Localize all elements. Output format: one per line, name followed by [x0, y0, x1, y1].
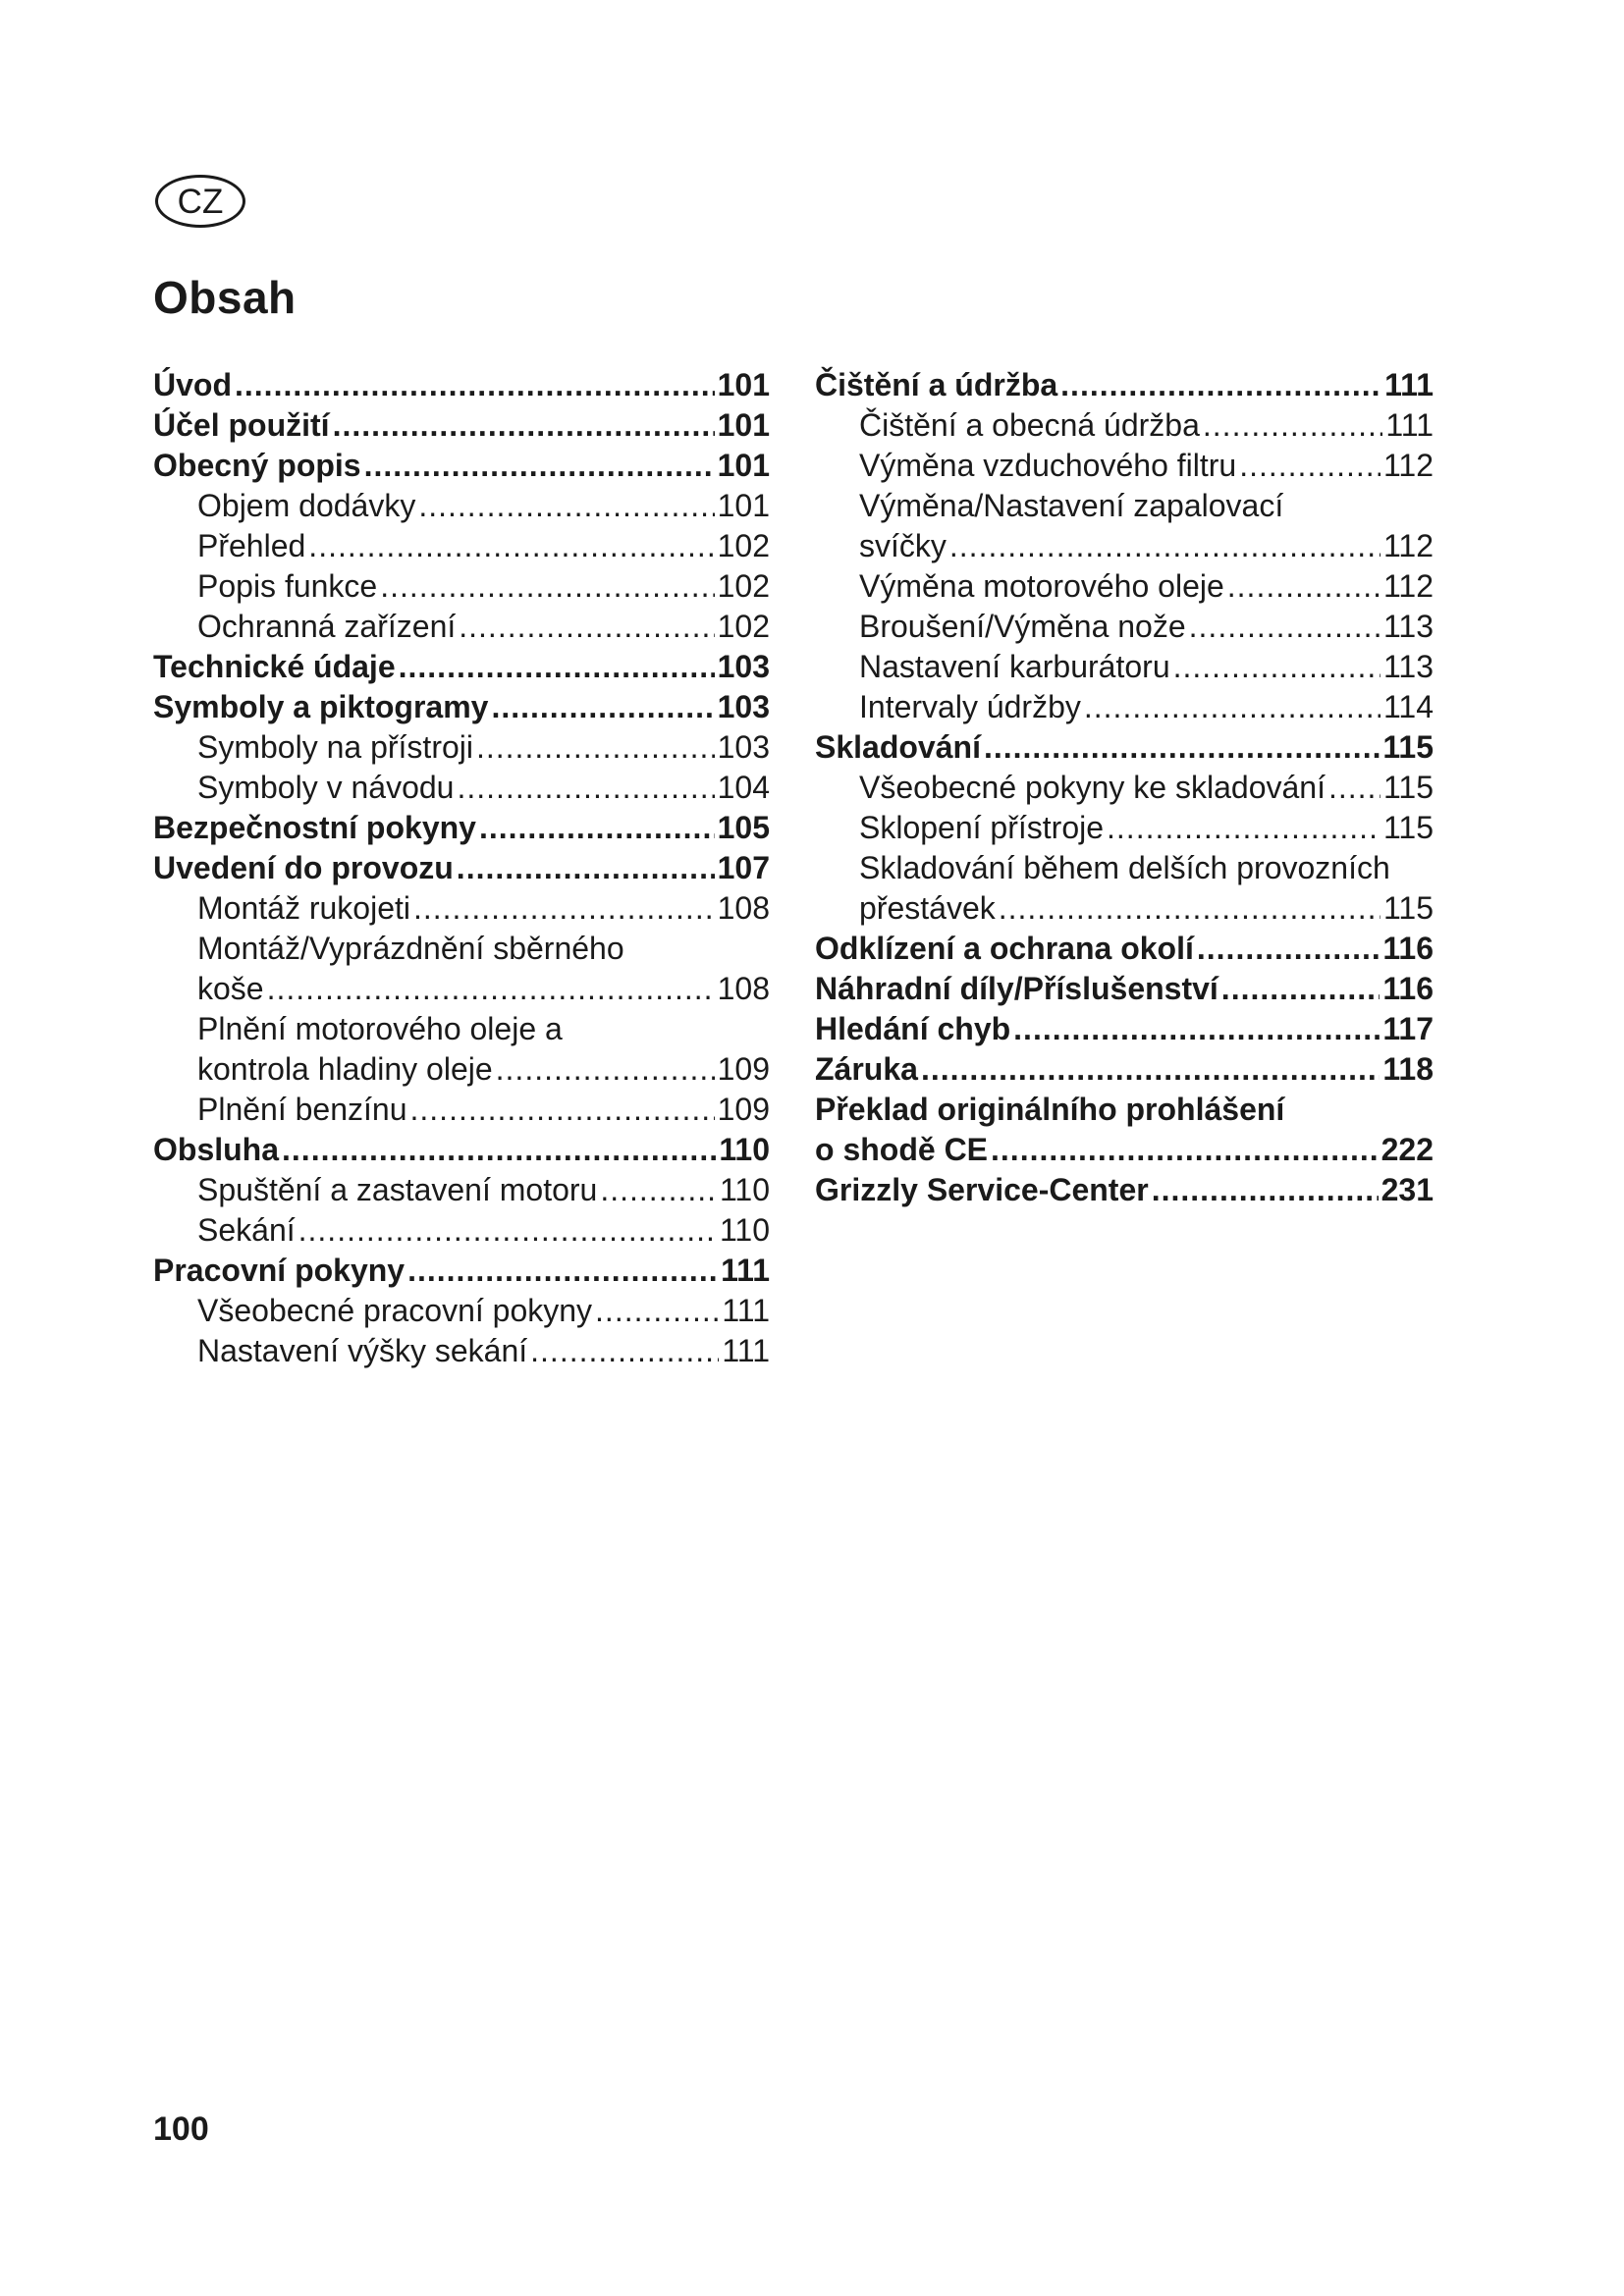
toc-subsection-entry [815, 566, 1434, 607]
toc-dot-leader [595, 1291, 719, 1331]
toc-entry-line [859, 526, 1434, 566]
toc-entry-line [197, 888, 770, 929]
toc-section-entry [153, 405, 770, 446]
toc-entry-label: Hledání chyb [815, 1011, 1011, 1046]
toc-entry-line [153, 647, 770, 687]
toc-section-entry [153, 446, 770, 486]
toc-page-number: 102 [717, 609, 770, 644]
toc-page-number: 116 [1382, 971, 1434, 1006]
toc-entry-label: Náhradní díly/Příslušenství [815, 971, 1218, 1006]
toc-entry-label: Všeobecné pracovní pokyny [197, 1293, 593, 1328]
toc-dot-leader [991, 1130, 1379, 1170]
toc-entry-line [197, 969, 770, 1009]
toc-entry-label: Sklopení přístroje [859, 810, 1105, 845]
toc-section-entry [815, 365, 1434, 405]
toc-entry-line [859, 687, 1434, 727]
toc-page-number: 115 [1382, 810, 1434, 845]
toc-dot-leader [380, 566, 714, 607]
toc-page-number: 101 [717, 407, 770, 443]
language-badge-label: CZ [177, 182, 224, 221]
toc-entry-label: Grizzly Service-Center [815, 1172, 1149, 1207]
toc-dot-leader [410, 1090, 715, 1130]
toc-page-number: 103 [717, 729, 770, 765]
toc-entry-label: Pracovní pokyny [153, 1253, 406, 1288]
toc-dot-leader [921, 1049, 1380, 1090]
toc-dot-leader [407, 1251, 718, 1291]
toc-page-number: 108 [717, 890, 770, 926]
toc-column-left [153, 365, 770, 1371]
toc-dot-leader [1328, 768, 1380, 808]
toc-subsection-entry [153, 1090, 770, 1130]
toc-entry-line [859, 566, 1434, 607]
toc-dot-leader [1197, 929, 1380, 969]
toc-subsection-entry [815, 405, 1434, 446]
toc-dot-leader [600, 1170, 717, 1210]
toc-entry-text-line: Plnění motorového oleje a [197, 1011, 563, 1046]
toc-entry-label: Odklízení a ochrana okolí [815, 931, 1194, 966]
toc-dot-leader [459, 607, 714, 647]
toc-page-number: 222 [1380, 1132, 1434, 1167]
toc-entry-text-line: Montáž/Vyprázdnění sběrného [197, 931, 624, 966]
toc-entry-line [197, 1090, 770, 1130]
toc-entry-label: o shodě CE [815, 1132, 989, 1167]
toc-page-number: 101 [717, 488, 770, 523]
toc-entry-text-line: Výměna/Nastavení zapalovací [859, 488, 1284, 523]
toc-entry-label: Obecný popis [153, 448, 361, 483]
toc-entry-line [859, 446, 1434, 486]
toc-dot-leader [399, 647, 715, 687]
toc-entry-label: Bezpečnostní pokyny [153, 810, 476, 845]
toc-entry-text-line: Překlad originálního prohlášení [815, 1092, 1285, 1127]
toc-section-entry [153, 1251, 770, 1291]
toc-entry-line [815, 929, 1434, 969]
toc-section-entry [815, 1009, 1434, 1049]
toc-entry-line [815, 969, 1434, 1009]
toc-section-entry [815, 969, 1434, 1009]
toc-entry-line [815, 365, 1434, 405]
toc-subsection-entry [153, 888, 770, 929]
toc-entry-line [859, 405, 1434, 446]
toc-section-entry [815, 929, 1434, 969]
toc-entry-label: Čištění a údržba [815, 367, 1058, 402]
toc-subsection-entry [153, 727, 770, 768]
toc-entry-line [153, 848, 770, 888]
toc-dot-leader [267, 969, 715, 1009]
toc-page-number: 108 [717, 971, 770, 1006]
toc-entry-label: Technické údaje [153, 649, 396, 684]
toc-page-number: 118 [1382, 1051, 1434, 1087]
toc-subsection-entry [153, 526, 770, 566]
page-number: 100 [153, 2110, 209, 2148]
toc-dot-leader [1060, 365, 1381, 405]
toc-entry-line [197, 1049, 770, 1090]
toc-entry-line [197, 768, 770, 808]
toc-section-entry [815, 1170, 1434, 1210]
toc-section-entry [815, 727, 1434, 768]
toc-entry-line [153, 1251, 770, 1291]
toc-page-number: 111 [1384, 367, 1434, 402]
toc-dot-leader [333, 405, 715, 446]
toc-subsection-entry [815, 768, 1434, 808]
toc-entry-label: svíčky [859, 528, 947, 563]
toc-page-number: 111 [722, 1333, 770, 1368]
toc-dot-leader [457, 848, 715, 888]
toc-subsection-entry [815, 687, 1434, 727]
toc-entry-label: Symboly v návodu [197, 770, 455, 805]
toc-entry-line [153, 687, 770, 727]
toc-page-number: 112 [1382, 448, 1434, 483]
toc-entry-label: Ochranná zařízení [197, 609, 457, 644]
toc-page-number: 110 [719, 1172, 770, 1207]
toc-subsection-entry [815, 848, 1434, 929]
toc-dot-leader [1107, 808, 1380, 848]
toc-entry-line [859, 607, 1434, 647]
toc-entry-label: Obsluha [153, 1132, 280, 1167]
toc-subsection-entry [153, 929, 770, 1009]
toc-page-number: 101 [717, 367, 770, 402]
toc-dot-leader [235, 365, 715, 405]
toc-entry-label: Úvod [153, 367, 232, 402]
toc-entry-line [153, 405, 770, 446]
toc-dot-leader [364, 446, 715, 486]
toc-entry-line [815, 1049, 1434, 1090]
toc-page-number: 115 [1382, 770, 1434, 805]
toc-entry-label: Účel použití [153, 407, 330, 443]
toc-section-entry [153, 1130, 770, 1170]
toc-subsection-entry [153, 1331, 770, 1371]
toc-page-number: 115 [1382, 890, 1434, 926]
toc-subsection-entry [815, 446, 1434, 486]
toc-entry-label: Záruka [815, 1051, 918, 1087]
toc-entry-line [197, 1331, 770, 1371]
toc-page-number: 103 [717, 649, 770, 684]
toc-subsection-entry [815, 808, 1434, 848]
toc-entry-line [859, 808, 1434, 848]
toc-dot-leader [984, 727, 1380, 768]
toc-page-number: 112 [1382, 528, 1434, 563]
toc-dot-leader [496, 1049, 715, 1090]
language-badge-cz [155, 175, 245, 228]
toc-page-number: 109 [717, 1092, 770, 1127]
toc-entry-label: Plnění benzínu [197, 1092, 407, 1127]
toc-entry-line [859, 768, 1434, 808]
toc-dot-leader [1084, 687, 1380, 727]
toc-page-number: 111 [1385, 407, 1434, 443]
toc-dot-leader [1227, 566, 1380, 607]
toc-dot-leader [479, 808, 715, 848]
toc-section-entry [153, 808, 770, 848]
toc-dot-leader [1013, 1009, 1380, 1049]
toc-entry-line [197, 1170, 770, 1210]
toc-entry-label: Uvedení do provozu [153, 850, 454, 885]
toc-section-entry [153, 365, 770, 405]
toc-entry-label: Symboly na přístroji [197, 729, 473, 765]
toc-dot-leader [949, 526, 1380, 566]
toc-subsection-entry [153, 1170, 770, 1210]
toc-page-number: 102 [717, 568, 770, 604]
toc-page-number: 115 [1382, 729, 1434, 765]
toc-entry-label: Výměna motorového oleje [859, 568, 1224, 604]
page-title: Obsah [153, 272, 297, 323]
toc-dot-leader [1152, 1170, 1379, 1210]
toc-entry-line [859, 888, 1434, 929]
toc-dot-leader [1203, 405, 1382, 446]
toc-page-number: 105 [717, 810, 770, 845]
toc-subsection-entry [153, 607, 770, 647]
toc-page-number: 116 [1382, 931, 1434, 966]
toc-page-number: 111 [722, 1293, 770, 1328]
toc-dot-leader [457, 768, 714, 808]
toc-page-number: 109 [717, 1051, 770, 1087]
toc-entry-label: Nastavení karburátoru [859, 649, 1170, 684]
toc-subsection-entry [815, 647, 1434, 687]
toc-page-number: 117 [1382, 1011, 1434, 1046]
toc-entry-line [153, 808, 770, 848]
toc-column-right [815, 365, 1434, 1210]
toc-entry-line [197, 727, 770, 768]
toc-entry-label: Přehled [197, 528, 306, 563]
toc-dot-leader [1173, 647, 1380, 687]
toc-dot-leader [282, 1130, 716, 1170]
toc-entry-label: Broušení/Výměna nože [859, 609, 1186, 644]
toc-entry-label: Symboly a piktogramy [153, 689, 489, 724]
toc-entry-label: Nastavení výšky sekání [197, 1333, 528, 1368]
toc-dot-leader [530, 1331, 719, 1371]
toc-entry-label: Výměna vzduchového filtru [859, 448, 1237, 483]
toc-entry-line [815, 727, 1434, 768]
toc-entry-label: Spuštění a zastavení motoru [197, 1172, 598, 1207]
toc-entry-line [197, 1291, 770, 1331]
toc-entry-label: Sekání [197, 1212, 296, 1248]
toc-section-entry [153, 848, 770, 888]
toc-page-number: 112 [1382, 568, 1434, 604]
toc-page-number: 101 [717, 448, 770, 483]
toc-dot-leader [298, 1210, 717, 1251]
toc-entry-line [815, 1009, 1434, 1049]
toc-dot-leader [999, 888, 1380, 929]
toc-subsection-entry [153, 1210, 770, 1251]
toc-page-number: 114 [1382, 689, 1434, 724]
toc-subsection-entry [153, 566, 770, 607]
toc-entry-line [153, 365, 770, 405]
toc-page-number: 103 [717, 689, 770, 724]
toc-subsection-entry [153, 486, 770, 526]
toc-subsection-entry [815, 486, 1434, 566]
toc-entry-line [815, 1130, 1434, 1170]
toc-entry-line [153, 1130, 770, 1170]
toc-entry-label: Objem dodávky [197, 488, 416, 523]
toc-subsection-entry [815, 607, 1434, 647]
toc-subsection-entry [153, 1009, 770, 1090]
toc-section-entry [815, 1049, 1434, 1090]
toc-entry-label: Čištění a obecná údržba [859, 407, 1200, 443]
toc-page-number: 107 [717, 850, 770, 885]
toc-section-entry [153, 687, 770, 727]
toc-entry-line [153, 446, 770, 486]
toc-entry-line [859, 647, 1434, 687]
toc-entry-line [197, 1210, 770, 1251]
toc-page-number: 104 [717, 770, 770, 805]
toc-dot-leader [413, 888, 715, 929]
toc-entry-label: Intervaly údržby [859, 689, 1081, 724]
toc-page-number: 110 [719, 1132, 770, 1167]
toc-entry-line [197, 566, 770, 607]
toc-dot-leader [476, 727, 715, 768]
toc-dot-leader [308, 526, 714, 566]
toc-entry-label: koše [197, 971, 264, 1006]
toc-page-number: 111 [721, 1253, 770, 1288]
toc-entry-label: kontrola hladiny oleje [197, 1051, 493, 1087]
toc-page-number: 102 [717, 528, 770, 563]
toc-subsection-entry [153, 1291, 770, 1331]
toc-entry-label: Montáž rukojeti [197, 890, 410, 926]
toc-subsection-entry [153, 768, 770, 808]
toc-entry-label: Všeobecné pokyny ke skladování [859, 770, 1326, 805]
toc-dot-leader [418, 486, 714, 526]
toc-entry-line [197, 526, 770, 566]
toc-section-entry [153, 647, 770, 687]
toc-page-number: 113 [1382, 609, 1434, 644]
toc-page-number: 113 [1382, 649, 1434, 684]
toc-entry-label: Popis funkce [197, 568, 378, 604]
toc-entry-label: přestávek [859, 890, 996, 926]
toc-dot-leader [1239, 446, 1380, 486]
toc-dot-leader [491, 687, 714, 727]
toc-dot-leader [1221, 969, 1380, 1009]
toc-entry-label: Skladování [815, 729, 981, 765]
toc-entry-text-line: Skladování během delších provozních [859, 850, 1390, 885]
toc-page-number: 231 [1380, 1172, 1434, 1207]
toc-entry-line [815, 1170, 1434, 1210]
toc-page-number: 110 [719, 1212, 770, 1248]
toc-entry-line [197, 607, 770, 647]
toc-dot-leader [1189, 607, 1380, 647]
toc-entry-line [197, 486, 770, 526]
toc-section-entry [815, 1090, 1434, 1170]
